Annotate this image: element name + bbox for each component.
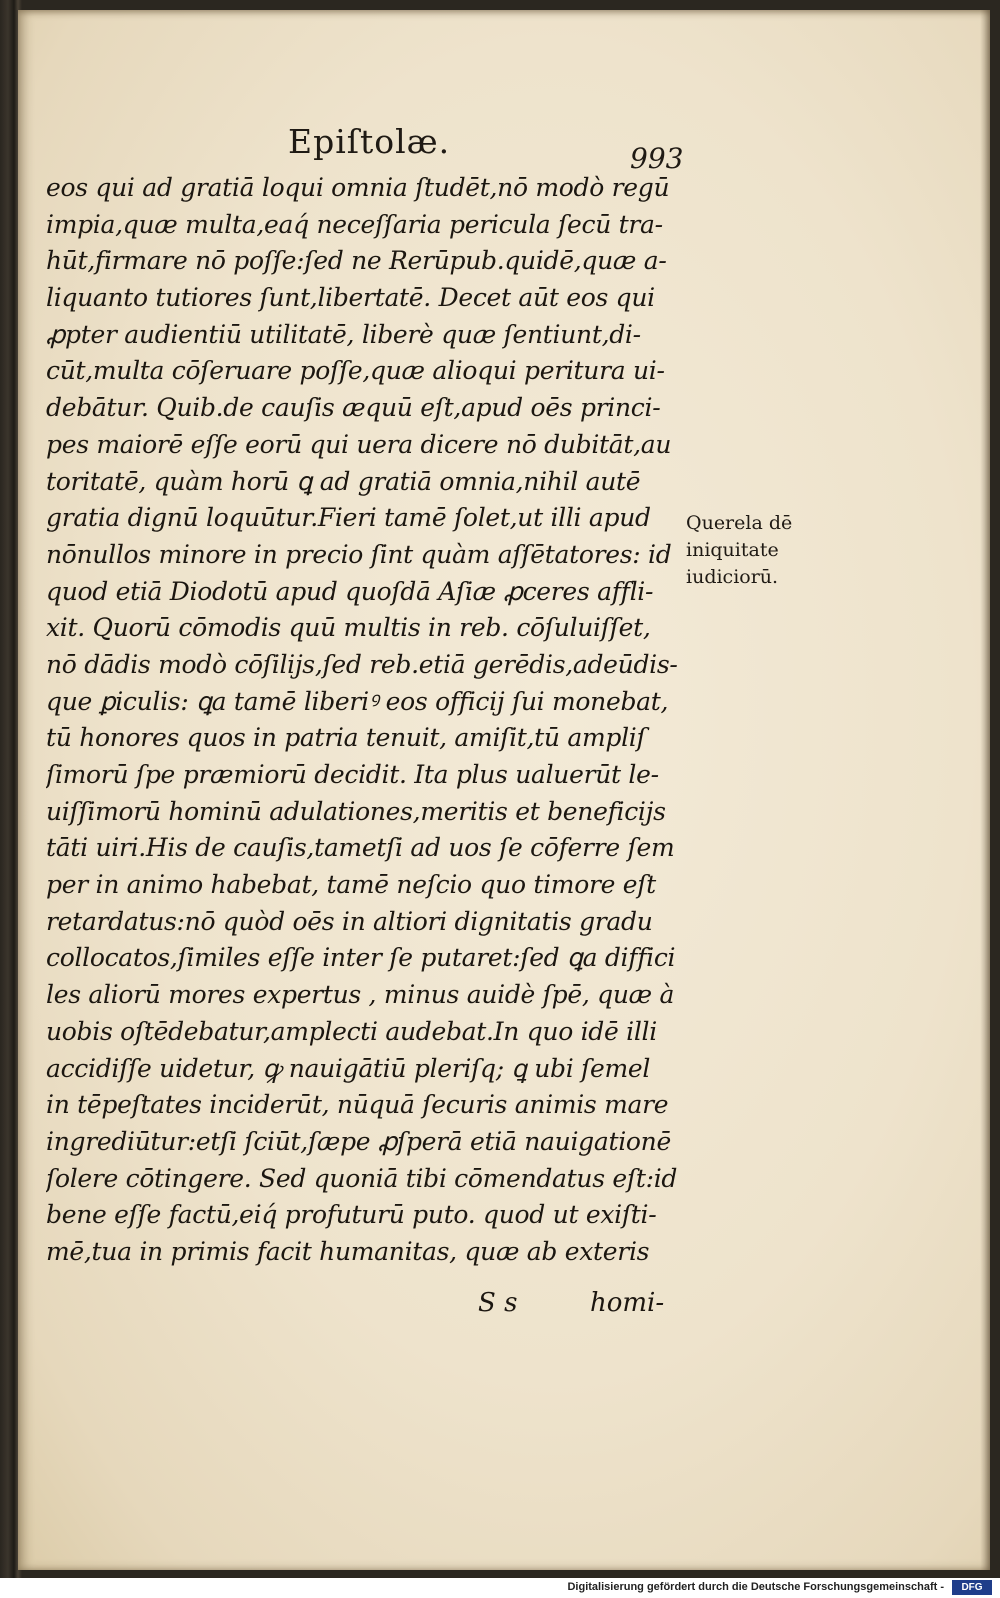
funding-credit-text: Digitalisierung gefördert durch die Deutsche Forschungsgemeinschaft - <box>567 1581 944 1593</box>
text-line: ingrediūtur:etſi ſciūt,ſæpe ꝓſperā etiā nauigationē <box>46 1126 671 1156</box>
text-line: retardatus:nō quòd oēs in altiori dignitatis gradu <box>46 906 653 936</box>
text-line: que ꝑiculis: ꝗa tamē liberiꝰ eos officij ſui monebat, <box>46 686 669 716</box>
text-line: gratia dignū loquūtur.Fieri tamē ſolet,ut illi apud <box>46 503 651 533</box>
book-page <box>18 10 990 1570</box>
running-head: Epiſtolæ. <box>288 122 451 161</box>
dfg-logo: DFG <box>952 1580 992 1595</box>
text-line: pes maiorē eſſe eorū qui uera dicere nō dubitāt,au <box>46 429 672 459</box>
marginal-note-line: iniquitate <box>686 539 779 561</box>
text-line: per in animo habebat, tamē neſcio quo timore eſt <box>46 870 656 900</box>
catchword: homi- <box>590 1288 665 1318</box>
text-line: in tēpeſtates inciderūt, nūquā ſecuris animis mare <box>46 1090 669 1120</box>
text-line: debātur. Quib.de cauſis æquū eſt,apud oēs princi- <box>46 393 661 423</box>
text-line: impia,quæ multa,eaq́ neceſſaria pericula ſecū tra- <box>46 209 663 239</box>
body-text <box>46 170 696 1271</box>
text-line: uiſſimorū hominū adulationes,meritis et beneficijs <box>46 796 666 826</box>
signature-mark: S s <box>478 1288 518 1318</box>
text-line: bene eſſe factū,eiq́ profuturū puto. quod ut exiſti- <box>46 1200 657 1230</box>
text-line: liquanto tutiores ſunt,libertatē. Decet aūt eos qui <box>46 283 655 313</box>
text-line: les aliorū mores expertus , minus auidè ſpē, quæ à <box>46 980 675 1010</box>
text-line: eos qui ad gratiā loqui omnia ſtudēt,nō modò regū <box>46 173 670 202</box>
text-line: nō dādis modò cōſilijs,ſed reb.etiā gerēdis,adeūdis- <box>46 649 678 679</box>
text-line: accidiſſe uidetur, ꝙ nauigātiū pleriſq; ꝗ ubi ſemel <box>46 1053 651 1083</box>
text-line: toritatē, quàm horū ꝗ ad gratiā omnia,nihil autē <box>46 466 641 496</box>
text-line: uobis oſtēdebatur,amplecti audebat.In quo idē illi <box>46 1016 657 1046</box>
funding-credit-bar <box>0 1578 1000 1598</box>
text-line: xit. Quorū cōmodis quū multis in reb. cōſuluiſſet, <box>46 613 651 643</box>
marginal-note <box>686 510 826 591</box>
text-line: nōnullos minore in precio ſint quàm aſſētatores: id <box>46 539 672 569</box>
text-line: cūt,multa cōſeruare poſſe,quæ alioqui peritura ui- <box>46 356 665 386</box>
text-line: quod etiā Diodotū apud quoſdā Aſiæ ꝓceres affli- <box>46 576 654 606</box>
page-number: 993 <box>630 142 684 175</box>
text-line: tū honores quos in patria tenuit, amiſit,tū ampliſ <box>46 723 646 753</box>
text-line: ꝓpter audientiū utilitatē, liberè quæ ſentiunt,di- <box>46 319 641 349</box>
marginal-note-line: Querela dē <box>686 512 793 534</box>
text-line: collocatos,ſimiles eſſe inter ſe putaret:ſed ꝗa diffici <box>46 943 676 973</box>
text-line: mē,tua in primis facit humanitas, quæ ab exteris <box>46 1236 650 1266</box>
text-line: tāti uiri.His de cauſis,tametſi ad uos ſe cōferre ſem <box>46 833 675 863</box>
marginal-note-line: iudiciorū. <box>686 566 779 588</box>
text-line: ſolere cōtingere. Sed quoniā tibi cōmendatus eſt:id <box>46 1163 678 1193</box>
text-line: ſimorū ſpe præmiorū decidit. Ita plus ualuerūt le- <box>46 760 659 789</box>
text-line: hūt,firmare nō poſſe:ſed ne Rerūpub.quidē,quæ a- <box>46 246 667 276</box>
